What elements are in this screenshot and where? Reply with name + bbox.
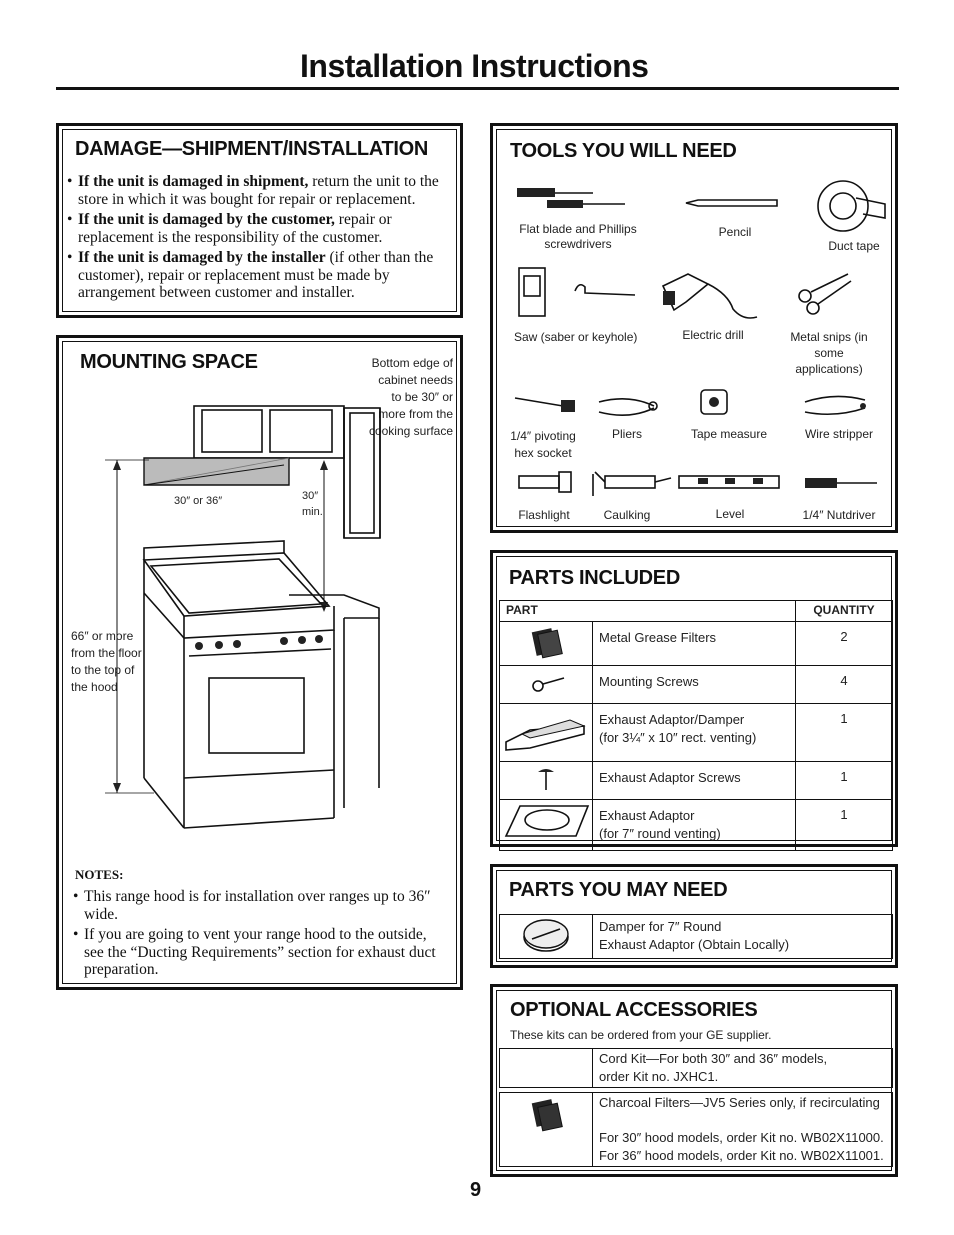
tool-label: Pencil <box>718 225 752 239</box>
title-rule <box>56 87 899 90</box>
cord-kit-table <box>499 1048 893 1088</box>
tool-label: Saw (saber or keyhole) <box>514 330 638 344</box>
page-number: 9 <box>470 1179 482 1201</box>
charcoal-filter-table <box>499 1092 893 1167</box>
col-part: PART <box>500 601 796 622</box>
table-row: Damper for 7″ Round Exhaust Adaptor (Obtain Locally) <box>500 915 893 959</box>
table-row: Exhaust Adaptor Screws 1 <box>500 762 893 800</box>
note-item: • This range hood is for installation over ranges up to 36″ wide. <box>71 888 441 923</box>
screw-icon <box>500 666 592 700</box>
table-row: Exhaust Adaptor/Damper (for 3¼″ x 10″ rect. venting) 1 <box>500 704 893 762</box>
tool-label: Caulking <box>603 508 651 522</box>
damage-section <box>56 123 463 318</box>
tool-label: Flashlight <box>518 508 570 522</box>
height-note: 66″ or more from the floor to the top of the hood <box>71 629 142 694</box>
hex-socket-icon <box>515 398 575 412</box>
col-quantity: QUANTITY <box>796 601 893 622</box>
min-label: 30″ min. <box>302 490 323 518</box>
exhaust-damper-icon <box>500 704 592 758</box>
parts-may-need-heading: PARTS YOU MAY NEED <box>509 879 728 901</box>
tool-label: Tape measure <box>690 427 768 441</box>
mounting-illustration <box>59 338 459 858</box>
parts-included-section <box>490 550 898 847</box>
damage-heading: DAMAGE—SHIPMENT/INSTALLATION <box>75 138 429 160</box>
damage-item: • If the unit is damaged by the customer, repair or replacement is the responsibility of the customer. <box>65 211 453 246</box>
adaptor-screw-icon <box>500 762 592 796</box>
round-damper-icon <box>500 915 592 955</box>
damage-list <box>65 173 453 305</box>
optional-heading: OPTIONAL ACCESSORIES <box>510 999 758 1021</box>
saw-icon <box>519 268 635 316</box>
snips-icon <box>799 274 851 314</box>
pencil-icon <box>686 200 777 206</box>
tools-section <box>490 123 898 533</box>
optional-accessories-section <box>490 984 898 1177</box>
mounting-heading: MOUNTING SPACE <box>80 351 258 373</box>
drill-icon <box>663 274 757 318</box>
tools-heading: TOOLS YOU WILL NEED <box>510 140 737 162</box>
note-item: • If you are going to vent your range hood to the outside, see the “Ducting Requirements” section for exhaust duct preparation. <box>71 926 441 979</box>
tool-label: 1/4″ pivoting hex socket <box>510 429 576 460</box>
page-title: Installation Instructions <box>300 48 649 84</box>
parts-may-need-section <box>490 864 898 968</box>
duct-tape-icon <box>818 181 885 231</box>
optional-subtitle: These kits can be ordered from your GE supplier. <box>510 1028 772 1042</box>
table-row: Metal Grease Filters 2 <box>500 622 893 666</box>
table-row: Mounting Screws 4 <box>500 666 893 704</box>
tool-label: Pliers <box>611 427 642 441</box>
charcoal-filter-icon <box>500 1093 592 1139</box>
parts-included-heading: PARTS INCLUDED <box>509 567 680 589</box>
nutdriver-icon <box>805 478 877 488</box>
table-row: Cord Kit—For both 30″ and 36″ models, order Kit no. JXHC1. <box>500 1049 893 1088</box>
screwdriver-icon <box>517 188 625 208</box>
notes-heading: NOTES: <box>75 867 124 882</box>
tool-label: 1/4″ Nutdriver <box>802 508 876 522</box>
parts-may-need-table <box>499 914 893 959</box>
tool-label: Wire stripper <box>804 427 873 441</box>
parts-table <box>499 600 893 851</box>
tool-label: Duct tape <box>828 239 880 253</box>
pliers-icon <box>599 399 657 415</box>
tape-measure-icon <box>701 390 727 414</box>
width-label: 30″ or 36″ <box>174 495 223 507</box>
table-row: Charcoal Filters—JV5 Series only, if recirculating For 30″ hood models, order Kit no. WB02X11000. For 36″ hood models, order Kit no. WB02X11001. <box>500 1093 893 1167</box>
tool-label: Flat blade and Phillips screwdrivers <box>519 222 637 251</box>
damage-item: • If the unit is damaged in shipment, return the unit to the store in which it was bought for repair or replacement. <box>65 173 453 208</box>
tool-label: Metal snips (in some applications) <box>790 330 868 376</box>
level-icon <box>679 476 779 488</box>
table-header-row <box>500 601 893 622</box>
notes-list <box>71 888 441 982</box>
grease-filter-icon <box>500 622 592 662</box>
cabinet-note: Bottom edge of cabinet needs to be 30″ or more from the cooking surface <box>368 356 453 438</box>
damage-item: • If the unit is damaged by the installer (if other than the customer), repair or replacement must be made by arrangement between customer and installer. <box>65 249 453 302</box>
tool-label: Electric drill <box>682 328 744 342</box>
mounting-section <box>56 335 463 990</box>
wire-stripper-icon <box>805 396 866 414</box>
flashlight-icon <box>519 472 571 492</box>
tool-label: Level <box>715 507 745 521</box>
table-row: Exhaust Adaptor (for 7″ round venting) 1 <box>500 800 893 851</box>
round-adaptor-icon <box>500 800 592 846</box>
caulking-gun-icon <box>593 472 671 496</box>
